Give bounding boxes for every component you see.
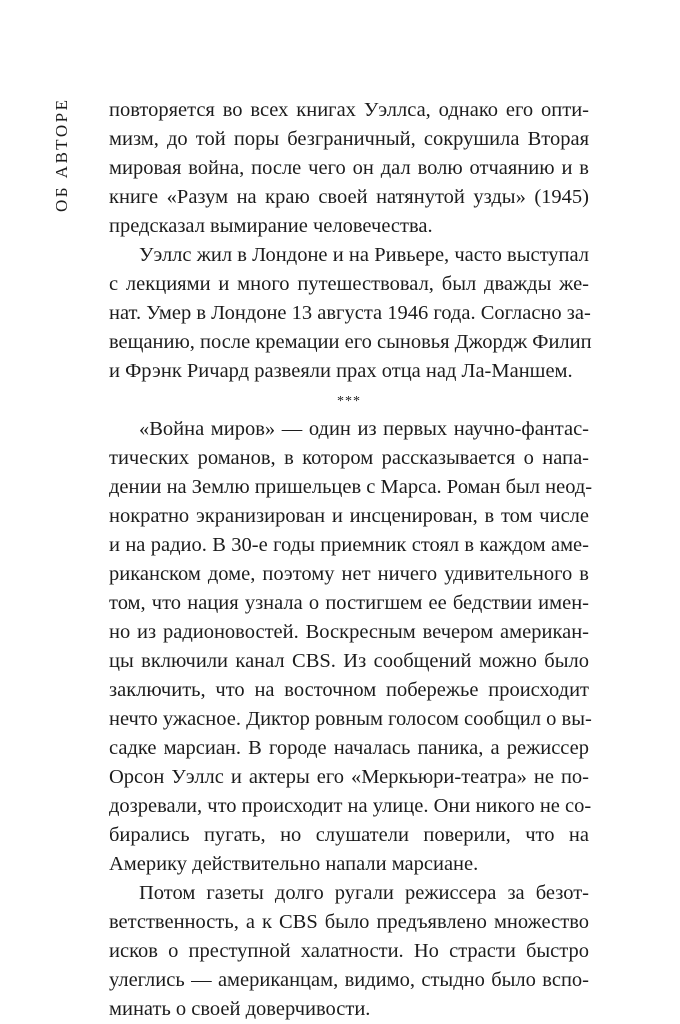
paragraph-1 [109,96,589,241]
text-line: садке марсиан. В городе началась паника, а режиссер [109,737,589,759]
text-line: дозревали, что происходит на улице. Они никого не со- [109,795,592,817]
text-line: риканском доме, поэтому нет ничего удивительного в [109,563,589,585]
text-line: нечто ужасное. Диктор ровным голосом сообщил о вы- [109,708,592,730]
text-line: но из радионовостей. Воскресным вечером американ- [109,621,589,643]
text-line: Уэллс жил в Лондоне и на Ривьере, часто выступал [139,244,589,266]
text-line: Орсон Уэллс и актеры его «Меркьюри-театра» не по- [109,766,589,788]
text-line: мировая война, после чего он дал волю отчаянию и в [109,157,589,179]
text-line: нат. Умер в Лондоне 13 августа 1946 года. Согласно за- [109,302,591,324]
text-line: предсказал вымирание человечества. [109,215,433,237]
text-line: и на радио. В 30-е годы приемник стоял в каждом аме- [109,534,589,556]
text-line: книге «Разум на краю своей натянутой узды» (1945) [109,186,589,208]
text-line: исков о преступной халатности. Но страсти быстро [109,940,589,962]
paragraph-2 [109,241,592,386]
page-body-text [109,96,593,1024]
text-line: ветственность, а к CBS было предъявлено множество [109,911,589,933]
running-head-section-title: ОБ АВТОРЕ [52,97,71,212]
text-line: минать о своей доверчивости. [109,998,371,1020]
text-line: вещанию, после кремации его сыновья Джордж Филип [109,331,592,353]
text-line: заключить, что на восточном побережье происходит [109,679,589,701]
text-line: тических романов, в котором рассказывается о напа- [109,447,589,469]
text-line: с лекциями и много путешествовал, был дважды же- [109,273,589,295]
text-line: Потом газеты долго ругали режиссера за безот- [139,882,589,904]
text-line: цы включили канал CBS. Из сообщений можно было [109,650,589,672]
text-line: Америку действительно напали марсиане. [109,853,479,875]
text-line: и Фрэнк Ричард развеяли прах отца над Ла-Маншем. [109,360,573,382]
text-line: бирались пугать, но слушатели поверили, что на [109,824,589,846]
text-line: нократно экранизирован и инсценирован, в том числе [109,505,589,527]
text-line: том, что нация узнала о постигшем ее бедствии имен- [109,592,589,614]
paragraph-3 [109,415,593,879]
text-line: дении на Землю пришельцев с Марса. Роман был неод- [109,476,593,498]
text-line: улеглись — американцам, видимо, стыдно было вспо- [109,969,589,991]
text-line: повторяется во всех книгах Уэллса, однако его опти- [109,99,589,121]
paragraph-4 [109,879,589,1024]
text-line: мизм, до той поры безграничный, сокрушила Вторая [109,128,589,150]
section-separator: *** [337,394,361,409]
text-line: «Война миров» — один из первых научно-фантас- [139,418,589,440]
